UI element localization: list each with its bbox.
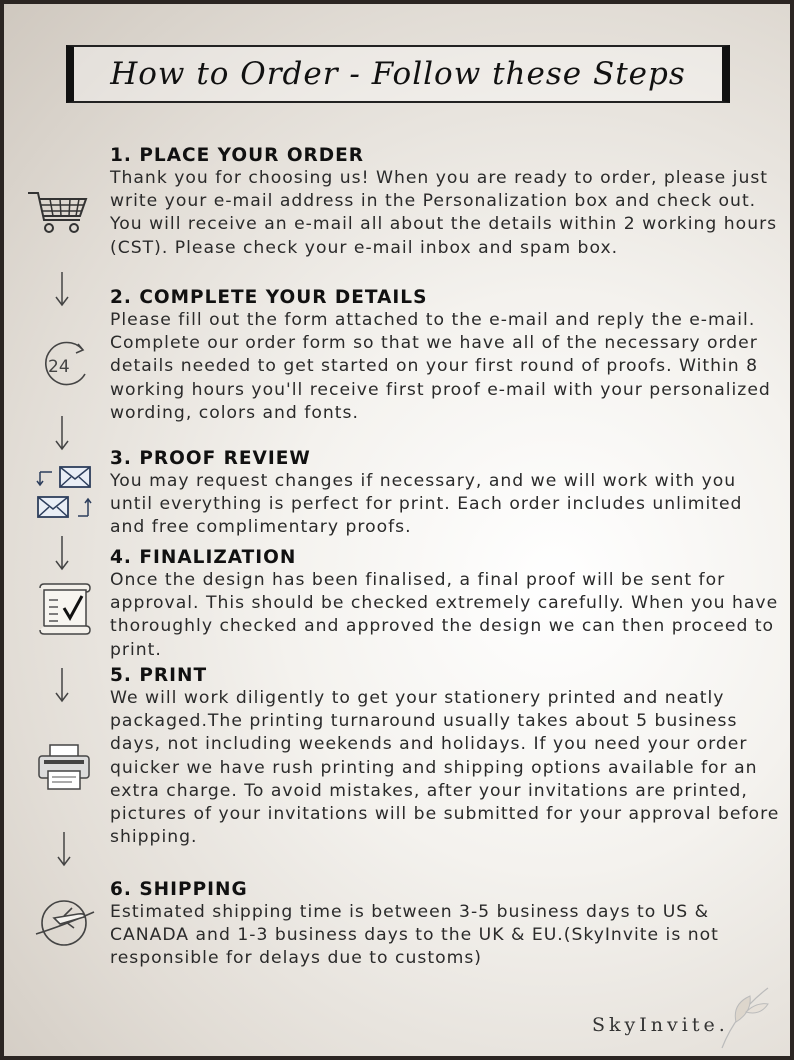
title-banner [66,45,730,103]
checklist-icon [36,582,94,636]
step-proof-review [110,447,780,540]
step-heading: 1. PLACE YOUR ORDER [110,145,365,166]
order-steps-page [4,4,790,1056]
step-text: You may request changes if necessary, and we will work with you until everything is perfect for print. Each order includes unlimited and free complimentary proofs. [110,471,743,538]
step-text: Once the design has been finalised, a final proof will be sent for approval. This should be checked extremely carefully. When you have thoroughly checked and approved the design we can then proceed to print. [110,570,779,660]
step-text: Estimated shipping time is between 3-5 business days to US & CANADA and 1-3 business days to the UK & EU.(SkyInvite is not responsible for delays due to customs) [110,902,719,969]
step-finalization [110,546,780,662]
down-arrow-icon [54,534,70,572]
24-hours-icon [38,340,94,390]
down-arrow-icon [56,830,72,868]
step-heading: 6. SHIPPING [110,879,248,900]
airplane-globe-icon [32,896,98,950]
step-text: Thank you for choosing us! When you are ready to order, please just write your e-mail address in the Personalization box and check out. You will receive an e-mail all about the details within 2 working hours (CST). Please check your e-mail inbox and spam box. [110,168,778,258]
step-heading: 2. COMPLETE YOUR DETAILS [110,287,428,308]
step-place-order [110,144,780,260]
brand-logo: SkyInvite. [592,1014,729,1036]
down-arrow-icon [54,270,70,308]
step-heading: 5. PRINT [110,665,208,686]
step-heading: 3. PROOF REVIEW [110,448,311,469]
down-arrow-icon [54,666,70,704]
step-complete-details [110,286,780,425]
step-text: We will work diligently to get your stationery printed and neatly packaged.The printing turnaround usually takes about 5 business days, not including weekends and holidays. If you need your order quicker we have rush printing and shipping options available for an extra charge. To avoid mistakes, after your invitations are printed, pictures of your invitations will be submitted for your approval before shipping. [110,688,780,848]
page-title: How to Order - Follow these Steps [110,56,686,92]
step-text: Please fill out the form attached to the e-mail and reply the e-mail. Complete our order form so that we have all of the necessary order details needed to get started on your first round of proofs. Within 8 working hours you'll receive first proof e-mail with your personalized wording, colors and fonts. [110,310,771,423]
down-arrow-icon [54,414,70,452]
step-print [110,664,780,849]
step-shipping [110,878,780,971]
svg-text:24: 24 [48,357,70,377]
step-heading: 4. FINALIZATION [110,547,297,568]
envelope-exchange-icon [34,464,96,524]
shopping-cart-icon [26,188,90,238]
printer-icon [36,742,92,792]
